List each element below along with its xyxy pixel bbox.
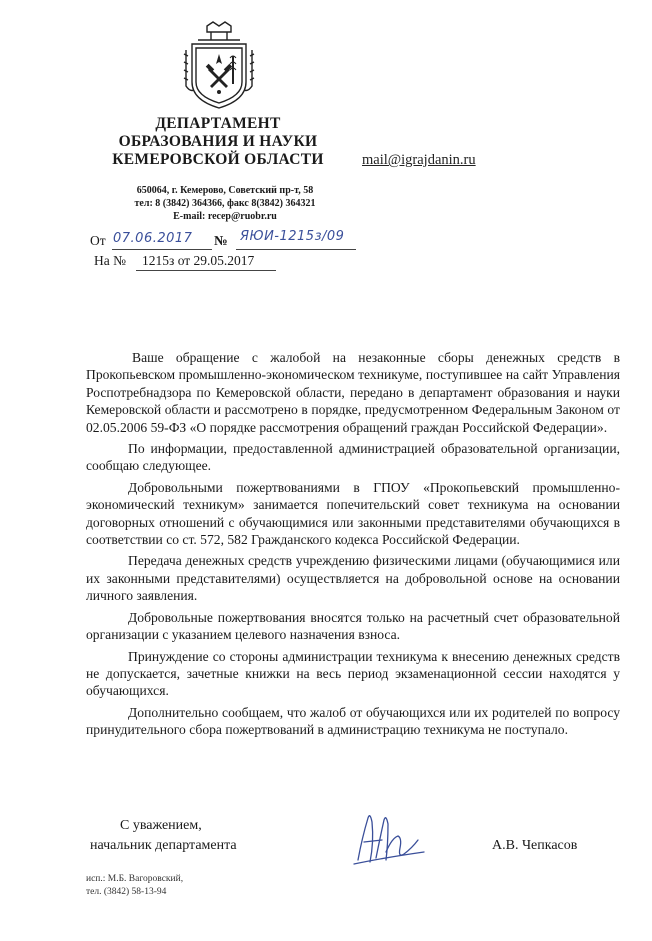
- letter-body: [86, 349, 620, 743]
- executor-name: исп.: М.Б. Вагоровский,: [86, 874, 184, 884]
- from-date-handwritten: 07.06.2017: [113, 231, 193, 246]
- department-email: E-mail: recep@ruobr.ru: [173, 211, 277, 222]
- body-paragraph-4: Передача денежных средств учреждению физическими лицами (обучающимися или их законными представителями) осуществляется на добровольной основе на основании личного заявления.: [86, 553, 620, 604]
- signer-position: начальник департамента: [90, 838, 237, 853]
- in-reply-label: На №: [94, 253, 126, 268]
- department-address: 650064, г. Кемерово, Советский пр-т, 58: [136, 185, 314, 196]
- executor-phone: тел. (3842) 58-13-94: [86, 887, 167, 897]
- recipient-email: mail@igrajdanin.ru: [362, 152, 476, 168]
- department-phone-fax: тел: 8 (3842) 364366, факс 8(3842) 364321: [134, 198, 316, 209]
- in-reply-underline: [136, 270, 276, 271]
- department-name-line-3: КЕМЕРОВСКОЙ ОБЛАСТИ: [112, 151, 324, 168]
- coat-of-arms-icon: [180, 20, 258, 110]
- body-paragraph-6: Принуждение со стороны администрации техникума к внесению денежных средств не допускается, зачетные книжки на весь период экзаменационной сессии находятся у обучающихся.: [86, 648, 620, 699]
- number-label: №: [214, 233, 228, 248]
- body-paragraph-7: Дополнительно сообщаем, что жалоб от обучающихся или их родителей по вопросу принудительного сбора пожертвований в администрацию техникума не поступало.: [86, 704, 620, 738]
- closing-regards: С уважением,: [120, 818, 202, 833]
- body-paragraph-5: Добровольные пожертвования вносятся только на расчетный счет образовательной организации с указанием целевого назначения взноса.: [86, 609, 620, 643]
- handwritten-signature-icon: [352, 808, 428, 870]
- from-date-underline: [112, 249, 212, 250]
- outgoing-number-handwritten: ЯЮИ-1215з/09: [240, 229, 345, 244]
- department-name-line-2: ОБРАЗОВАНИЯ И НАУКИ: [118, 133, 318, 150]
- body-paragraph-3: Добровольными пожертвованиями в ГПОУ «Прокопьевский промышленно-экономический техникум» занимается попечительский совет техникума на основании договорных отношений с обучающимися или законными представителями обучающихся в соответствии со ст. 572, 582 Гражданского кодекса Российской Федерации.: [86, 479, 620, 548]
- from-label: От: [90, 233, 106, 248]
- body-paragraph-2: По информации, предоставленной администрацией образовательной организации, сообщаю следующее.: [86, 441, 620, 474]
- signer-name: А.В. Чепкасов: [492, 838, 578, 853]
- body-paragraph-1: Ваше обращение с жалобой на незаконные сборы денежных средств в Прокопьевском промышленно-экономическом техникуме, поступившее на сайт Управления Роспотребнадзора по Кемеровской области, передано в департамент образования и науки Кемеровской области и рассмотрено в порядке, предусмотренном Федеральным Законом от 02.05.2006 59-ФЗ «О порядке рассмотрения обращений граждан Российской Федерации».: [86, 350, 620, 435]
- outgoing-number-underline: [236, 249, 356, 250]
- department-name-line-1: ДЕПАРТАМЕНТ: [155, 115, 281, 132]
- in-reply-value: 1215з от 29.05.2017: [142, 253, 255, 268]
